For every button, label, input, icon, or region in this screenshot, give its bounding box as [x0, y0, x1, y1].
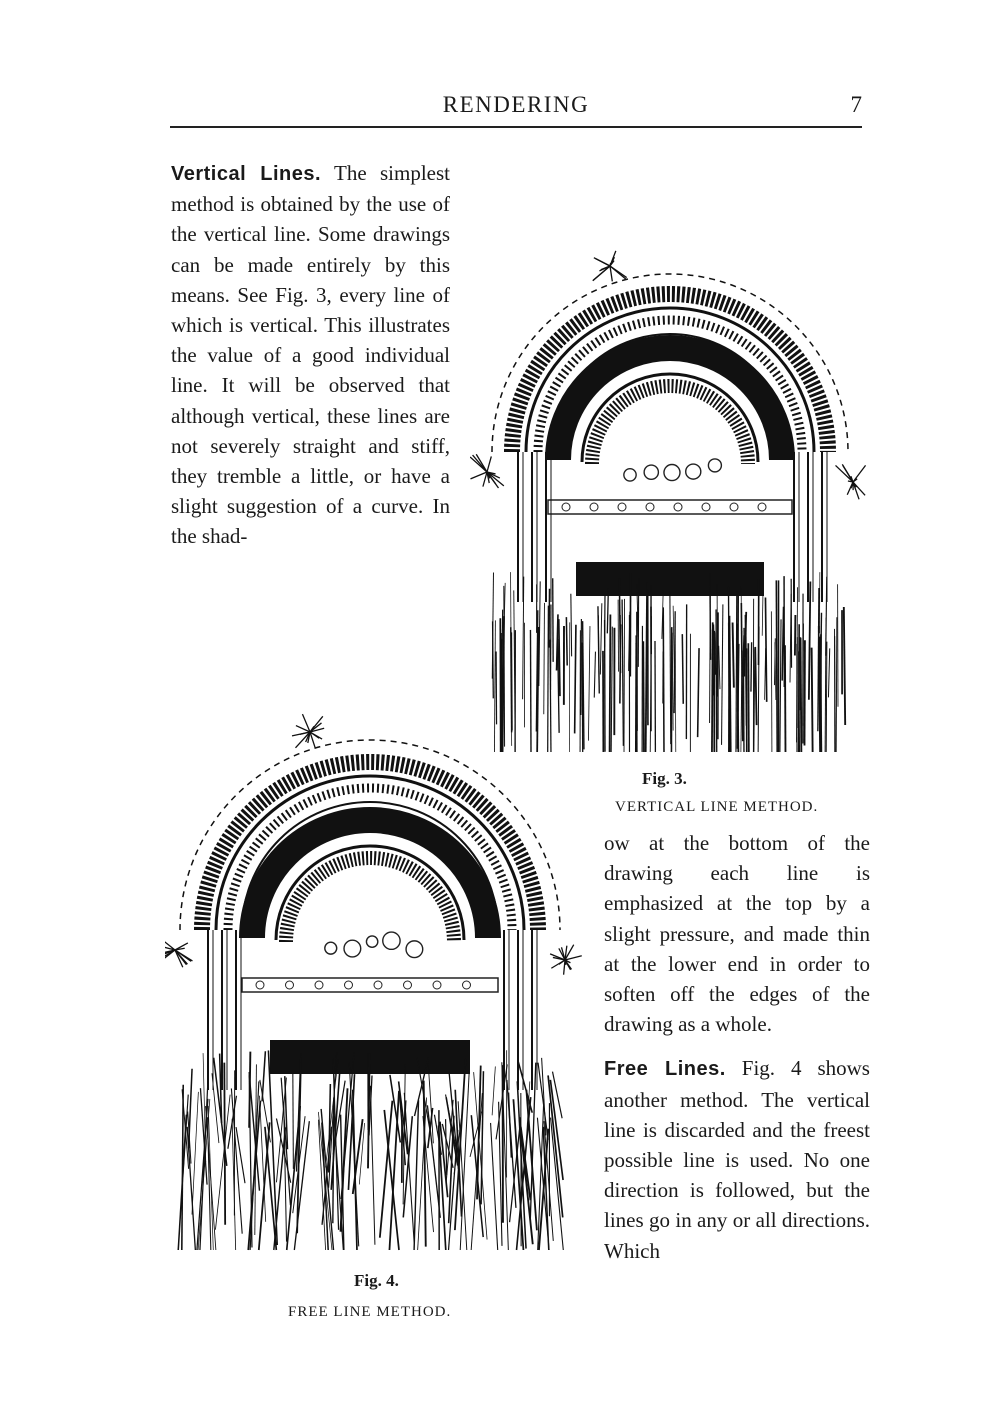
free-line-arch-drawing: [165, 640, 585, 1262]
figure-3-number: Fig. 3.: [642, 769, 687, 788]
figure-3-caption: VERTICAL LINE METHOD.: [615, 799, 819, 815]
section-heading-free-lines: Free Lines.: [604, 1058, 726, 1081]
running-header: [170, 92, 862, 128]
figure-4-number: Fig. 4.: [354, 1271, 399, 1290]
figure-4-arch-illustration: [165, 640, 585, 1262]
right-text-column: [604, 828, 870, 1266]
running-title: RENDERING: [442, 92, 590, 117]
paragraph-free-lines: [604, 1053, 870, 1265]
paragraph-text: Fig. 4 shows another method. The vertical line is discarded and the freest possible line is used. No one direction is followed, but the lines go in any or all directions. Which: [604, 1056, 870, 1263]
figure-4-caption: FREE LINE METHOD.: [288, 1304, 452, 1320]
paragraph-vertical-lines: [171, 158, 450, 552]
paragraph-continued: ow at the bottom of the drawing each line is emphasized at the top by a slight pressure, and made thin at the lower end in order to soften off the edges of the drawing as a whole.: [604, 831, 870, 1037]
page-number: 7: [850, 92, 862, 117]
section-heading-vertical-lines: Vertical Lines.: [171, 163, 322, 185]
paragraph-text: The simplest method is obtained by the use of the vertical line. Some drawings can be made entirely by this means. See Fig. 3, every line of which is vertical. This illustrates the value of a good individual line. It will be observed that although vertical, these lines are not severely straight and stiff, they tremble a little, or have a slight suggestion of a curve. In the shad-: [171, 161, 451, 549]
left-text-column: [171, 158, 450, 552]
